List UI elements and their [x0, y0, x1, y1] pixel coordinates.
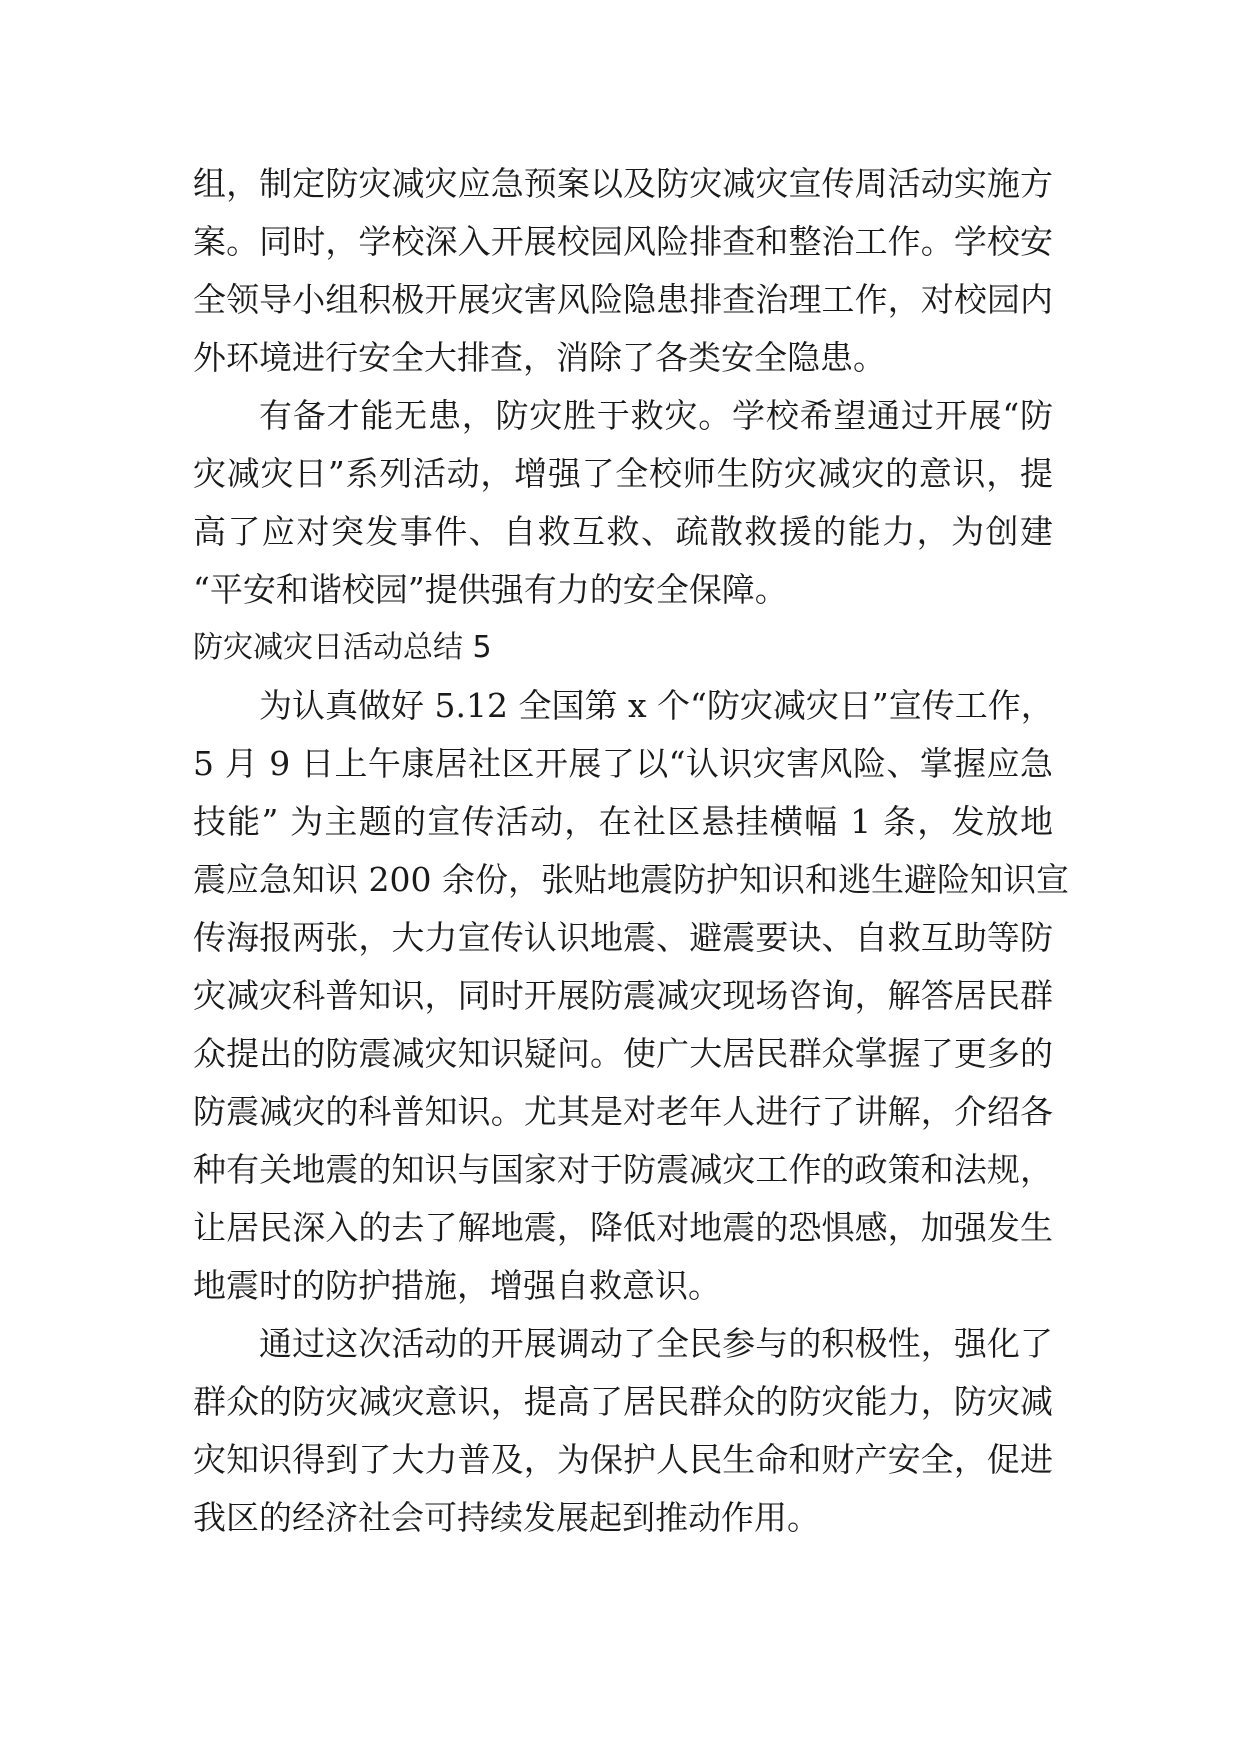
paragraph-line: “平安和谐校园”提供强有力的安全保障。 — [193, 570, 788, 609]
paragraph-line: 外环境进行安全大排查，消除了各类安全隐患。 — [193, 338, 886, 377]
paragraph-line: 震应急知识 200 余份，张贴地震防护知识和逃生避险知识宣 — [193, 860, 1069, 899]
paragraph-line: 案。同时，学校深入开展校园风险排查和整治工作。学校安 — [193, 222, 1053, 261]
paragraph-line: 5 月 9 日上午康居社区开展了以“认识灾害风险、掌握应急 — [193, 744, 1053, 783]
paragraph-line: 灾减灾日”系列活动，增强了全校师生防灾减灾的意识，提 — [193, 454, 1053, 493]
paragraph-line: 技能” 为主题的宣传活动，在社区悬挂横幅 1 条，发放地 — [193, 802, 1053, 841]
paragraph-line: 为认真做好 5.12 全国第 x 个“防灾减灾日”宣传工作， — [259, 686, 1054, 725]
paragraph-line: 地震时的防护措施，增强自救意识。 — [193, 1266, 721, 1305]
paragraph-line: 种有关地震的知识与国家对于防震减灾工作的政策和法规， — [193, 1150, 1053, 1189]
document-body — [193, 155, 1069, 1547]
paragraph-2 — [193, 387, 1053, 619]
section-heading: 防灾减灾日活动总结 5 — [193, 630, 492, 665]
paragraph-line: 灾减灾科普知识，同时开展防震减灾现场咨询，解答居民群 — [193, 976, 1053, 1015]
paragraph-line: 让居民深入的去了解地震，降低对地震的恐惧感，加强发生 — [193, 1208, 1053, 1247]
paragraph-line: 传海报两张，大力宣传认识地震、避震要诀、自救互助等防 — [193, 918, 1053, 957]
paragraph-line: 防震减灾的科普知识。尤其是对老年人进行了讲解，介绍各 — [193, 1092, 1053, 1131]
paragraph-line: 有备才能无患，防灾胜于救灾。学校希望通过开展“防 — [259, 396, 1053, 435]
paragraph-line: 灾知识得到了大力普及，为保护人民生命和财产安全，促进 — [193, 1440, 1053, 1479]
paragraph-line: 我区的经济社会可持续发展起到推动作用。 — [193, 1498, 820, 1537]
paragraph-line: 全领导小组积极开展灾害风险隐患排查治理工作，对校园内 — [193, 280, 1053, 319]
paragraph-3 — [193, 677, 1069, 1315]
paragraph-line: 组，制定防灾减灾应急预案以及防灾减灾宣传周活动实施方 — [193, 164, 1053, 203]
paragraph-line: 通过这次活动的开展调动了全民参与的积极性，强化了 — [259, 1324, 1053, 1363]
paragraph-4 — [193, 1315, 1053, 1547]
paragraph-line: 高了应对突发事件、自救互救、疏散救援的能力，为创建 — [193, 512, 1053, 551]
paragraph-1 — [193, 155, 1053, 387]
paragraph-line: 群众的防灾减灾意识，提高了居民群众的防灾能力，防灾减 — [193, 1382, 1053, 1421]
paragraph-line: 众提出的防震减灾知识疑问。使广大居民群众掌握了更多的 — [193, 1034, 1053, 1073]
